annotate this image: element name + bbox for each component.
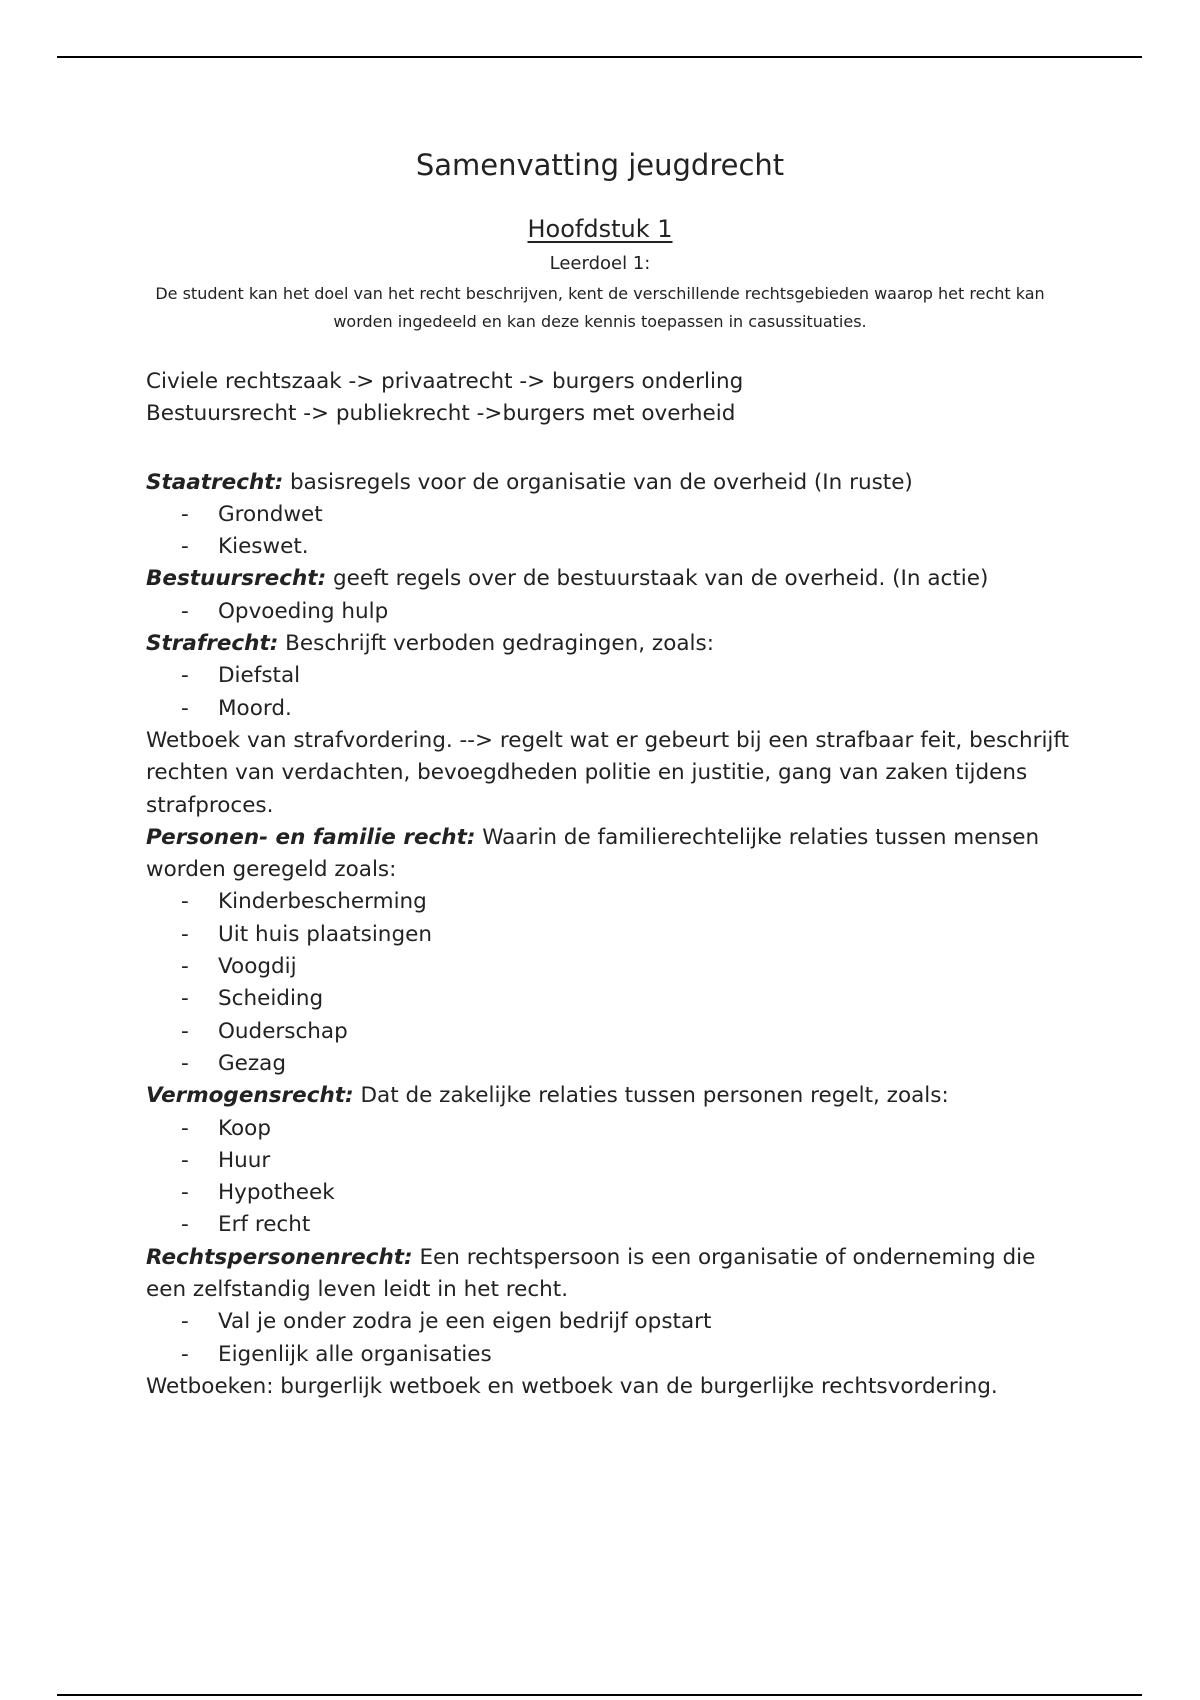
bullet-list — [146, 1306, 1076, 1371]
list-item: - Ouderschap — [146, 1016, 1076, 1048]
term-label: Strafrecht: — [146, 631, 279, 657]
list-item: - Kieswet. — [146, 531, 1076, 563]
term-label: Staatrecht: — [146, 469, 284, 495]
section-bestuursrecht — [146, 563, 1076, 595]
bullet-list — [146, 886, 1076, 1080]
list-item: - Val je onder zodra je een eigen bedrijf opstart — [146, 1306, 1076, 1338]
learning-goal-text: De student kan het doel van het recht beschrijven, kent de verschillende rechtsgebieden waarop het recht kan worden ingedeeld en kan deze kennis toepassen in casussituaties. — [155, 284, 1045, 331]
wetboeken-note: Wetboeken: burgerlijk wetboek en wetboek van de burgerlijke rechtsvordering. — [146, 1373, 998, 1399]
intro-line: Civiele rechtszaak -> privaatrecht -> burgers onderling — [146, 369, 744, 394]
list-item: - Grondwet — [146, 499, 1076, 531]
term-description: Beschrijft verboden gedragingen, zoals: — [278, 631, 714, 657]
header-rule — [57, 56, 1142, 58]
list-item: - Eigenlijk alle organisaties — [146, 1339, 1076, 1371]
list-item: - Erf recht — [146, 1209, 1076, 1241]
term-label: Bestuursrecht: — [146, 566, 327, 592]
list-item: - Huur — [146, 1145, 1076, 1177]
term-description: Waarin de familierechtelijke relaties tussen mensen worden geregeld zoals: — [146, 824, 1040, 883]
spacer — [146, 431, 1076, 467]
page-title: Samenvatting jeugdrecht — [415, 148, 785, 182]
section-staatrecht — [146, 467, 1076, 499]
chapter-heading-text: Hoofdstuk 1 — [527, 215, 673, 243]
list-item: - Kinderbescherming — [146, 886, 1076, 918]
term-description: basisregels voor de organisatie van de overheid (In ruste) — [283, 469, 913, 495]
learning-goal-label: Leerdoel 1: — [549, 253, 651, 274]
term-description: geeft regels over de bestuurstaak van de overheid. (In actie) — [326, 566, 989, 592]
section-vermogensrecht — [146, 1080, 1076, 1112]
list-item: - Moord. — [146, 693, 1076, 725]
list-item: - Voogdij — [146, 951, 1076, 983]
term-description: Dat de zakelijke relaties tussen personen regelt, zoals: — [353, 1083, 949, 1109]
document-body — [146, 366, 1076, 1403]
list-item: - Opvoeding hulp — [146, 596, 1076, 628]
bullet-list — [146, 499, 1076, 564]
term-label: Rechtspersonenrecht: — [146, 1244, 413, 1270]
term-description: Een rechtspersoon is een organisatie of onderneming die een zelfstandig leven leidt in het recht. — [146, 1244, 1036, 1303]
term-label: Personen- en familie recht: — [146, 824, 476, 850]
bullet-list — [146, 1113, 1076, 1242]
section-strafrecht — [146, 628, 1076, 660]
section-personen-familierecht — [146, 822, 1076, 887]
list-item: - Scheiding — [146, 983, 1076, 1015]
bullet-list — [146, 596, 1076, 628]
intro-line: Bestuursrecht -> publiekrecht ->burgers met overheid — [146, 401, 736, 427]
list-item: - Diefstal — [146, 660, 1076, 692]
bullet-list — [146, 660, 1076, 725]
section-rechtspersonenrecht — [146, 1242, 1076, 1307]
list-item: - Koop — [146, 1113, 1076, 1145]
chapter-heading — [0, 214, 1200, 244]
list-item: - Hypotheek — [146, 1177, 1076, 1209]
list-item: - Gezag — [146, 1048, 1076, 1080]
term-label: Vermogensrecht: — [146, 1083, 354, 1109]
strafrecht-note: Wetboek van strafvordering. --> regelt wat er gebeurt bij een strafbaar feit, beschrijft rechten van verdachten, bevoegdheden politie en justitie, gang van zaken tijdens strafproces. — [146, 727, 1070, 818]
list-item: - Uit huis plaatsingen — [146, 919, 1076, 951]
footer-rule — [57, 1694, 1142, 1696]
